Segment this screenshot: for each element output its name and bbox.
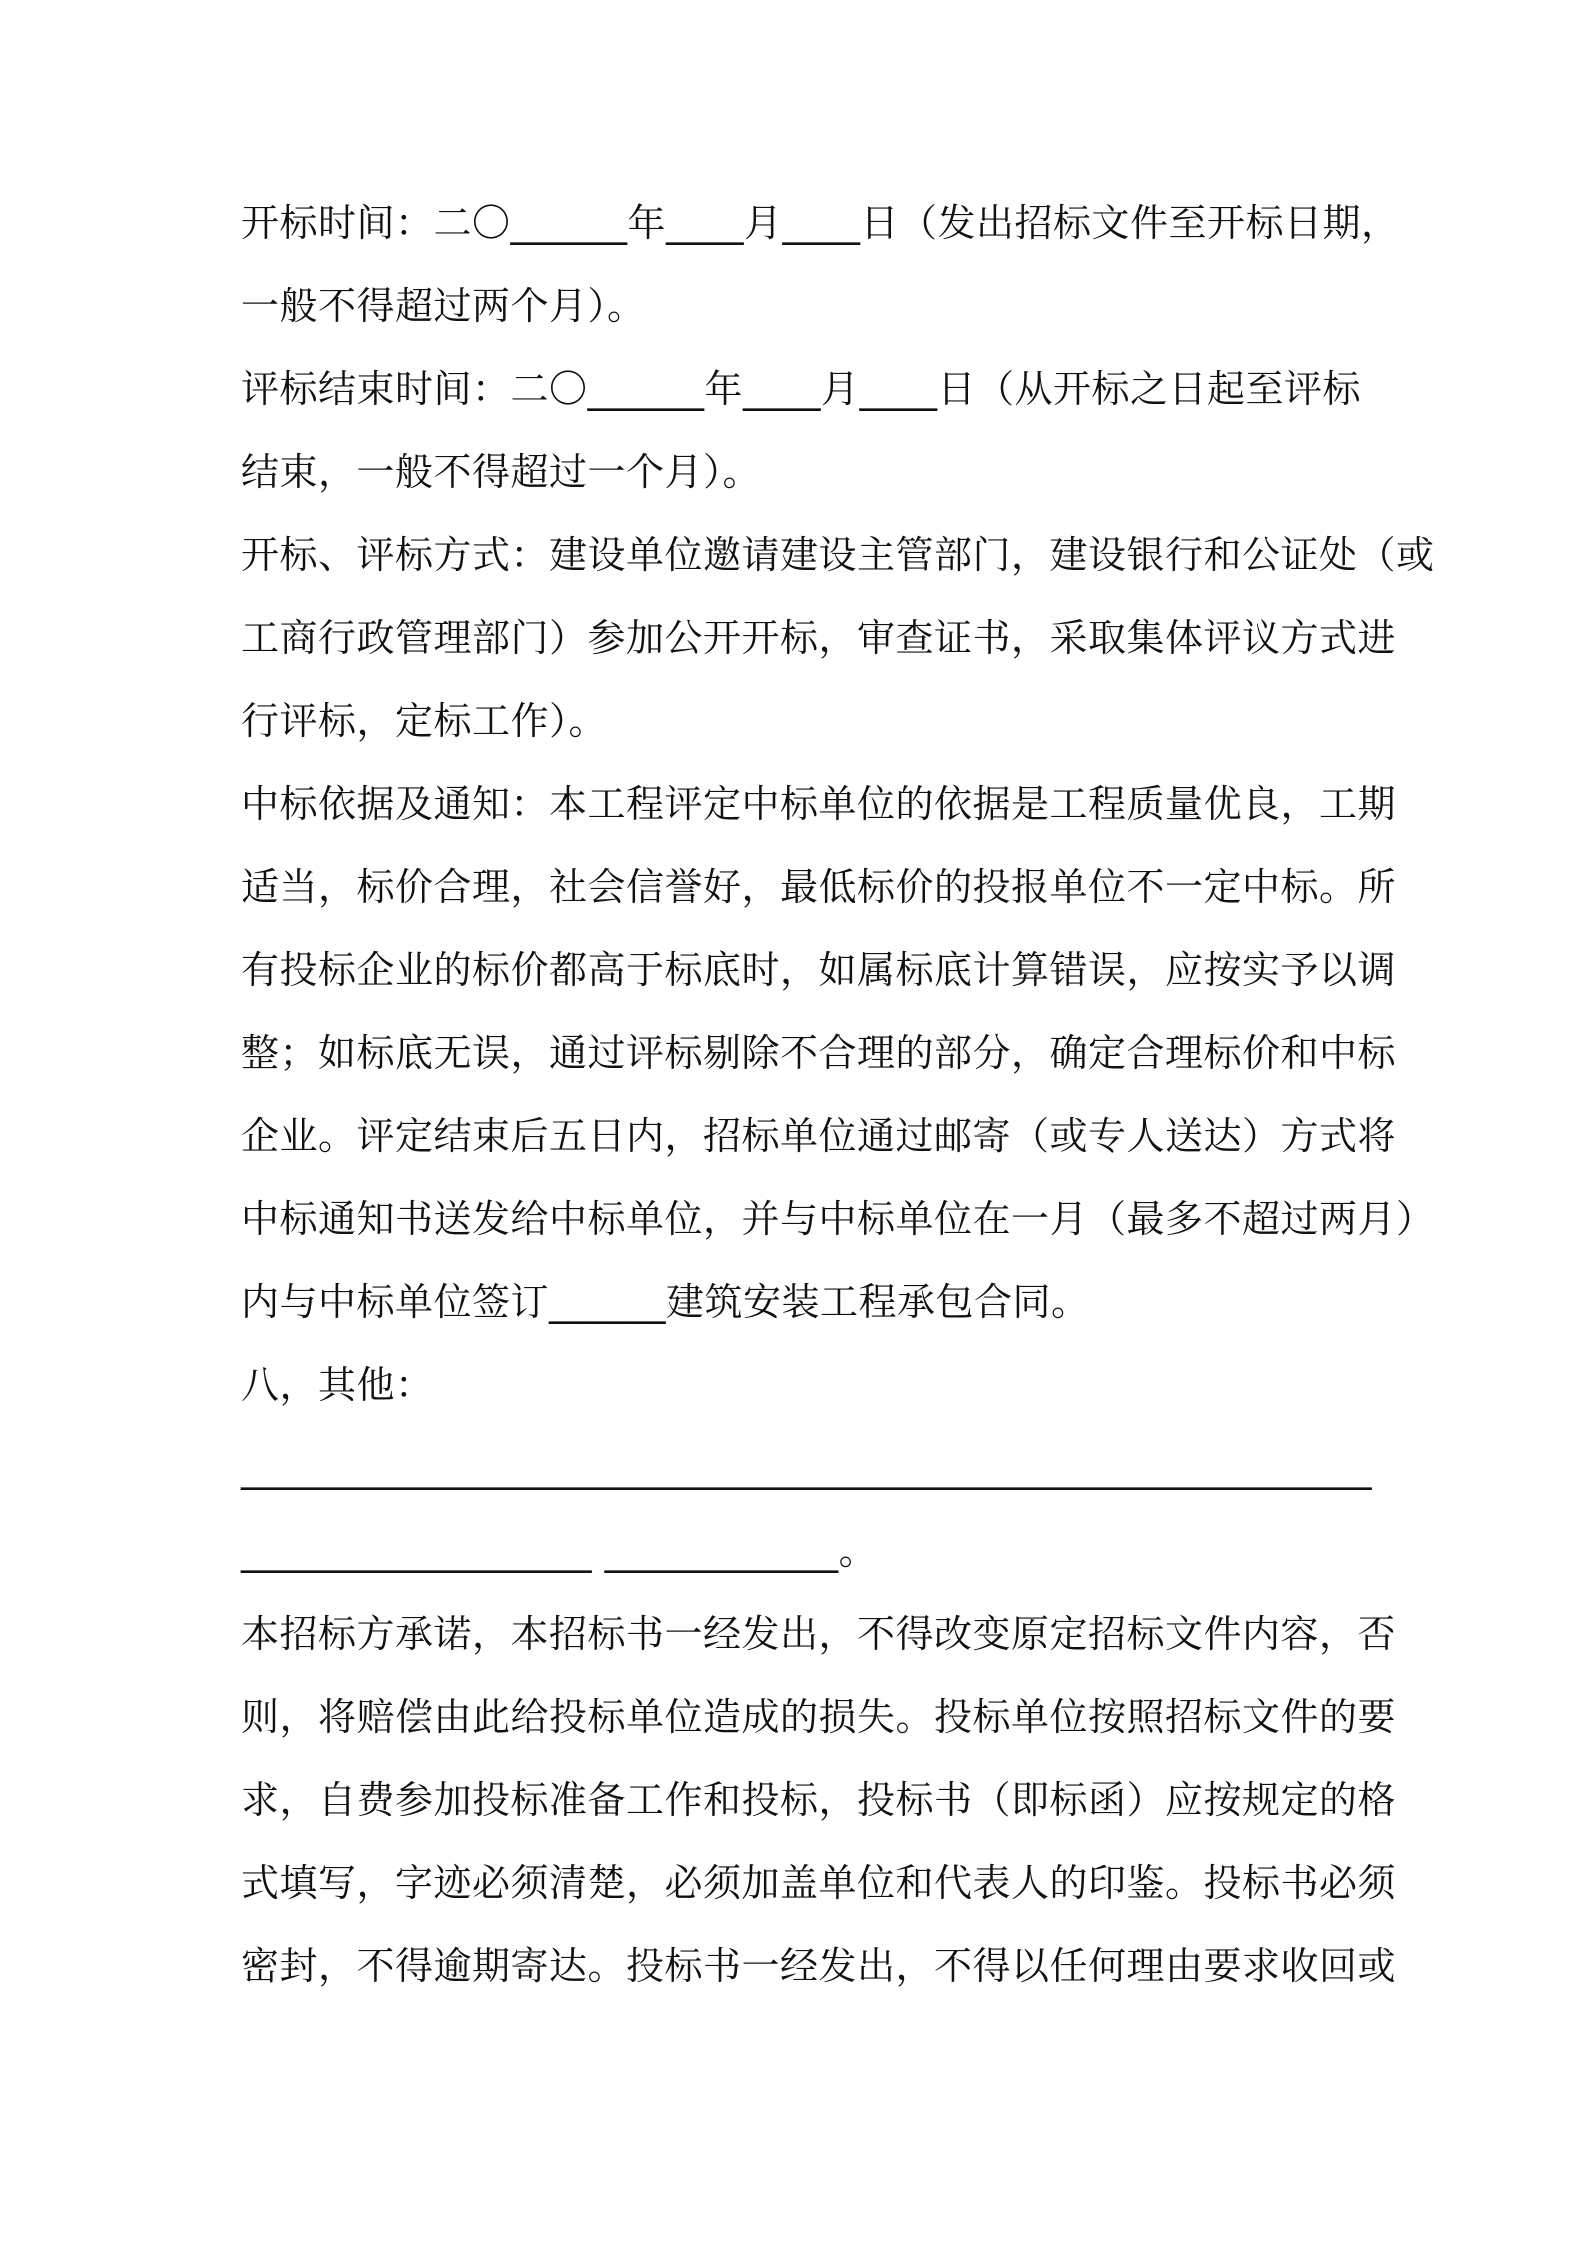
- line-evaluation-end-time-cont: 结束，一般不得超过一个月）。: [241, 450, 762, 494]
- line-blank-fill-1: __________________________________________________________: [241, 1446, 1372, 1490]
- line-opening-evaluation-method: 开标、评标方式：建设单位邀请建设主管部门，建设银行和公证处（或: [241, 533, 1435, 577]
- line-commitment: 本招标方承诺，本招标书一经发出，不得改变原定招标文件内容，否: [241, 1612, 1397, 1656]
- line-award-basis: 中标依据及通知：本工程评定中标单位的依据是工程质量优良，工期: [241, 782, 1397, 826]
- line-commitment-3: 求，自费参加投标准备工作和投标，投标书（即标函）应按规定的格: [241, 1778, 1397, 1822]
- line-blank-fill-2: __________________ ____________。: [241, 1529, 878, 1573]
- line-award-basis-3: 有投标企业的标价都高于标底时，如属标底计算错误，应按实予以调: [241, 948, 1397, 992]
- line-award-basis-5: 企业。评定结束后五日内，招标单位通过邮寄（或专人送达）方式将: [241, 1114, 1397, 1158]
- line-commitment-4: 式填写，字迹必须清楚，必须加盖单位和代表人的印鉴。投标书必须: [241, 1861, 1397, 1905]
- line-commitment-2: 则，将赔偿由此给投标单位造成的损失。投标单位按照招标文件的要: [241, 1695, 1397, 1739]
- line-section-other: 八，其他：: [241, 1363, 434, 1407]
- line-award-basis-4: 整；如标底无误，通过评标剔除不合理的部分，确定合理标价和中标: [241, 1031, 1397, 1075]
- line-opening-evaluation-method-3: 行评标，定标工作）。: [241, 699, 608, 743]
- line-commitment-5: 密封，不得逾期寄达。投标书一经发出，不得以任何理由要求收回或: [241, 1944, 1397, 1988]
- line-bid-opening-time-cont: 一般不得超过两个月）。: [241, 284, 646, 328]
- line-opening-evaluation-method-2: 工商行政管理部门）参加公开开标，审查证书，采取集体评议方式进: [241, 616, 1397, 660]
- line-bid-opening-time: 开标时间：二〇______年____月____日（发出招标文件至开标日期，: [241, 201, 1400, 245]
- line-award-basis-2: 适当，标价合理，社会信誉好，最低标价的投报单位不一定中标。所: [241, 865, 1397, 909]
- line-evaluation-end-time: 评标结束时间：二〇______年____月____日（从开标之日起至评标: [241, 367, 1362, 411]
- line-award-basis-6: 中标通知书送发给中标单位，并与中标单位在一月（最多不超过两月）: [241, 1197, 1435, 1241]
- line-award-basis-7: 内与中标单位签订______建筑安装工程承包合同。: [241, 1280, 1090, 1324]
